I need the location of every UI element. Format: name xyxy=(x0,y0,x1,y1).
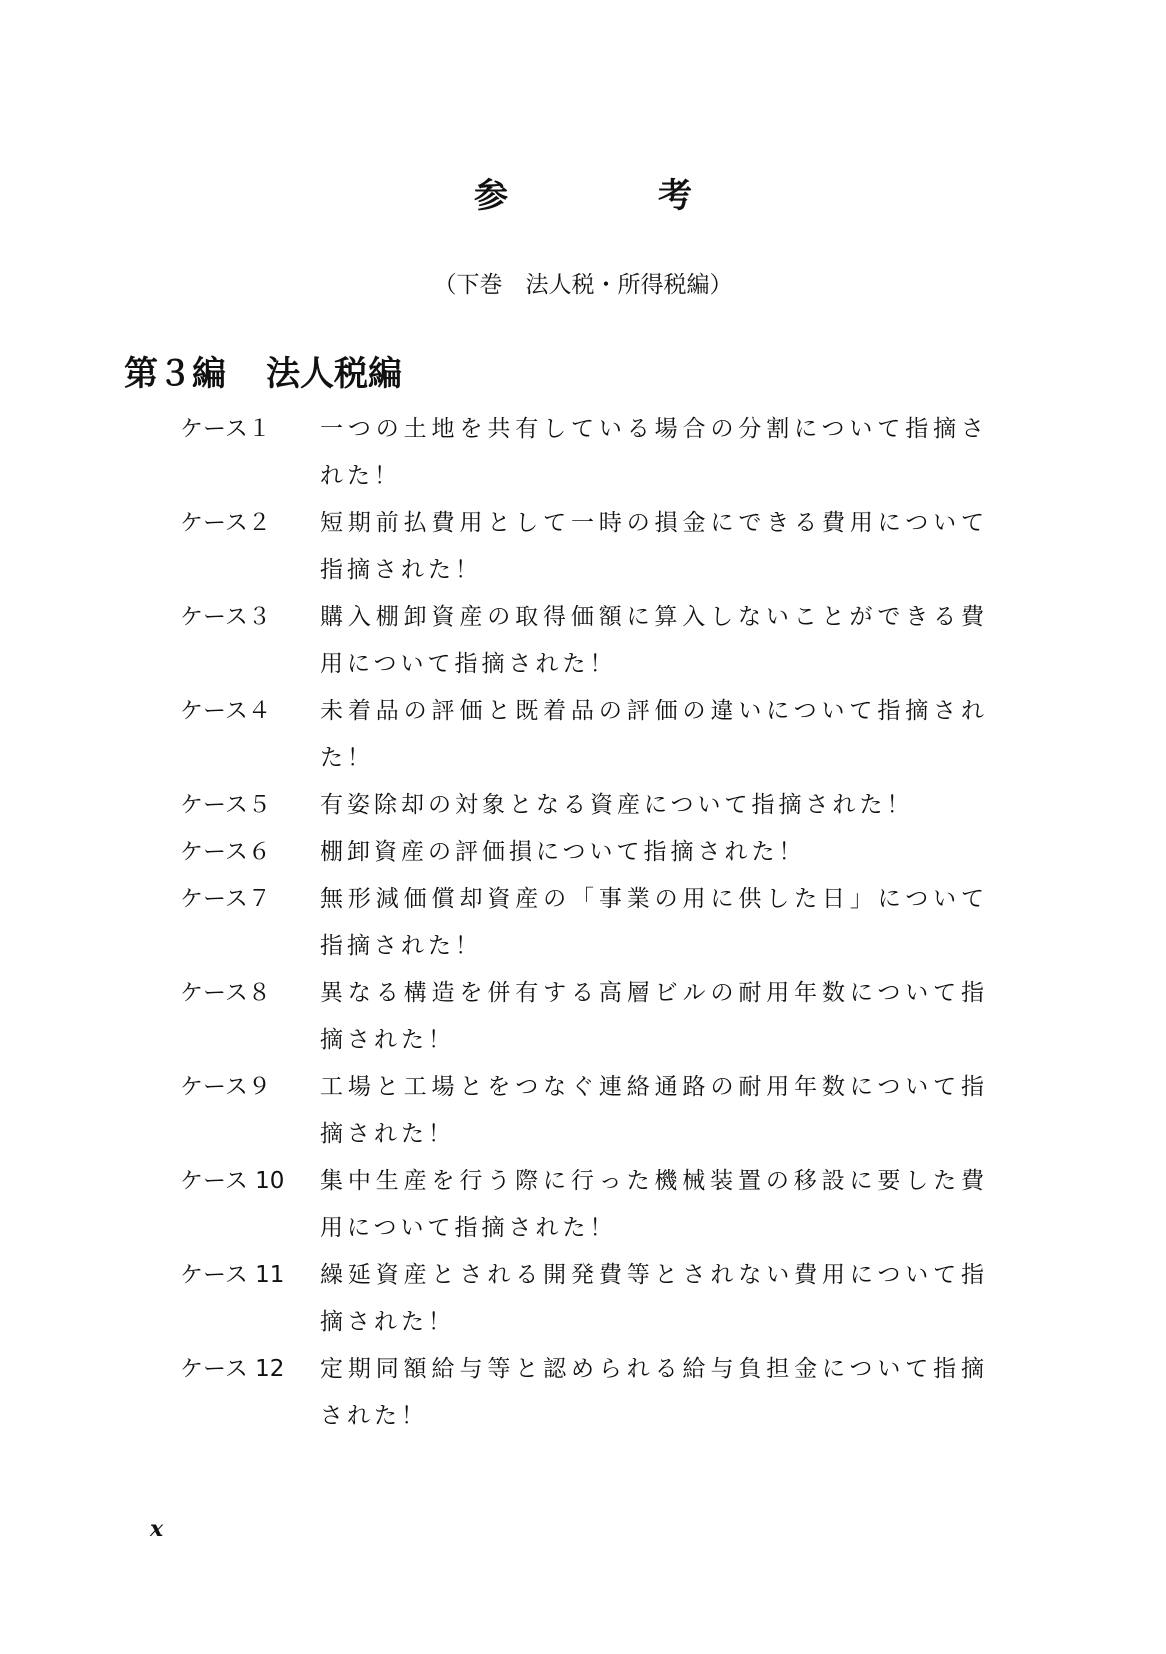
case-text: 未着品の評価と既着品の評価の違いについて指摘された！ xyxy=(320,698,988,771)
section-title: 法人税編 xyxy=(266,354,402,394)
case-label: ケース 12 xyxy=(180,1356,285,1382)
case-text: 有姿除却の対象となる資産について指摘された！ xyxy=(320,792,914,818)
case-label: ケース４ xyxy=(180,698,271,724)
case-text: 無形減価償却資産の「事業の用に供した日」について指摘された！ xyxy=(320,886,988,959)
page-number: x xyxy=(150,1516,164,1542)
section-heading xyxy=(124,350,402,398)
case-text: 工場と工場とをつなぐ連絡通路の耐用年数について指摘された！ xyxy=(320,1074,988,1147)
case-item xyxy=(180,1252,1010,1346)
case-item xyxy=(180,782,1010,829)
case-item xyxy=(180,970,1010,1064)
case-text: 定期同額給与等と認められる給与負担金について指摘された！ xyxy=(320,1356,988,1429)
case-item xyxy=(180,406,1010,500)
case-label: ケース 11 xyxy=(180,1262,285,1288)
case-item xyxy=(180,1158,1010,1252)
case-item xyxy=(180,1064,1010,1158)
case-item xyxy=(180,500,1010,594)
case-item xyxy=(180,829,1010,876)
case-label: ケース９ xyxy=(180,1074,271,1100)
case-label: ケース８ xyxy=(180,980,271,1006)
title-char-2: 考 xyxy=(658,176,692,216)
case-text: 繰延資産とされる開発費等とされない費用について指摘された！ xyxy=(320,1262,988,1335)
case-text: 異なる構造を併有する高層ビルの耐用年数について指摘された！ xyxy=(320,980,988,1053)
case-label: ケース３ xyxy=(180,604,271,630)
case-item xyxy=(180,1346,1010,1440)
case-text: 集中生産を行う際に行った機械装置の移設に要した費用について指摘された！ xyxy=(320,1168,988,1241)
case-text: 棚卸資産の評価損について指摘された！ xyxy=(320,839,806,865)
case-list xyxy=(180,406,1010,1440)
section-number: 第３編 xyxy=(124,354,226,394)
title-char-1: 参 xyxy=(474,176,508,216)
case-label: ケース７ xyxy=(180,886,271,912)
case-text: 一つの土地を共有している場合の分割について指摘された！ xyxy=(320,416,988,489)
case-label: ケース２ xyxy=(180,510,271,536)
case-label: ケース 10 xyxy=(180,1168,285,1194)
case-text: 購入棚卸資産の取得価額に算入しないことができる費用について指摘された！ xyxy=(320,604,988,677)
volume-note: （下巻 法人税・所得税編） xyxy=(433,272,733,298)
case-item xyxy=(180,688,1010,782)
case-label: ケース１ xyxy=(180,416,271,442)
case-text: 短期前払費用として一時の損金にできる費用について指摘された！ xyxy=(320,510,988,583)
case-label: ケース５ xyxy=(180,792,271,818)
page-title xyxy=(0,172,1166,220)
case-item xyxy=(180,594,1010,688)
case-label: ケース６ xyxy=(180,839,271,865)
case-item xyxy=(180,876,1010,970)
